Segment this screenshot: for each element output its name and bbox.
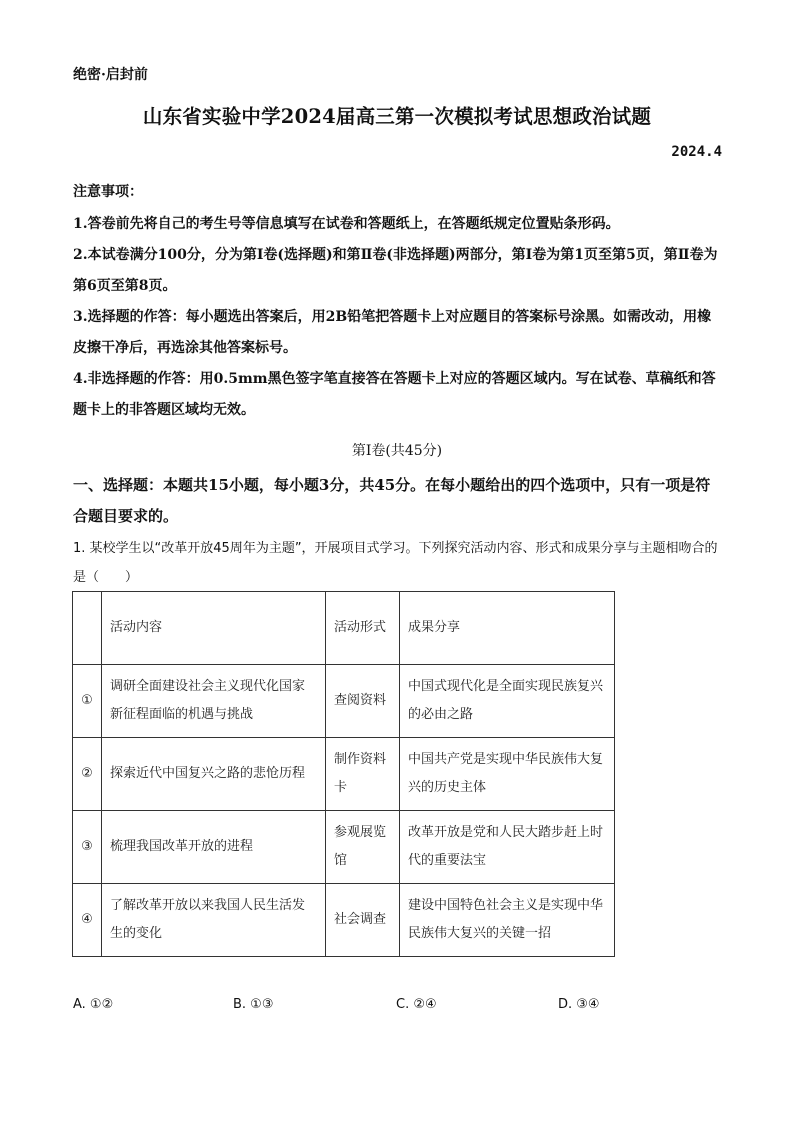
activity-content: 调研全面建设社会主义现代化国家新征程面临的机遇与挑战 [102,665,326,738]
option-d[interactable]: D. ③④ [558,997,600,1012]
table-row [73,665,615,738]
option-a[interactable]: A. ①② [73,997,114,1012]
table-row [73,738,615,811]
activity-content: 探索近代中国复兴之路的悲怆历程 [102,738,326,811]
question-table [72,591,615,957]
activity-form: 参观展览馆 [326,811,400,884]
table-row [73,811,615,884]
activity-content: 梳理我国改革开放的进程 [102,811,326,884]
table-header-cell: 成果分享 [400,592,615,665]
table-header-cell: 活动形式 [326,592,400,665]
notice-item: 2.本试卷满分100分，分为第Ⅰ卷(选择题)和第Ⅱ卷(非选择题)两部分，第Ⅰ卷为第1页至第5页，第Ⅱ卷为第6页至第8页。 [73,247,718,294]
activity-form: 制作资料卡 [326,738,400,811]
result-sharing: 改革开放是党和人民大踏步赶上时代的重要法宝 [400,811,615,884]
activity-form: 社会调查 [326,884,400,957]
part-heading: 一、选择题：本题共15小题，每小题3分，共45分。在每小题给出的四个选项中，只有一项是符合题目要求的。 [73,476,711,525]
row-number: ② [73,738,102,811]
result-sharing: 中国式现代化是全面实现民族复兴的必由之路 [400,665,615,738]
result-sharing: 中国共产党是实现中华民族伟大复兴的历史主体 [400,738,615,811]
table-header-cell [73,592,102,665]
table-row [73,884,615,957]
table-header-row [73,592,615,665]
option-b[interactable]: B. ①③ [233,997,274,1012]
page-title: 山东省实验中学2024届高三第一次模拟考试思想政治试题 [142,105,652,128]
question-stem: 1. 某校学生以“改革开放45周年为主题”，开展项目式学习。下列探究活动内容、形式和成果分享与主题相吻合的是（ ） [73,541,718,585]
notice-heading: 注意事项： [73,184,143,200]
row-number: ① [73,665,102,738]
confidential-mark: 绝密·启封前 [73,67,148,83]
activity-content: 了解改革开放以来我国人民生活发生的变化 [102,884,326,957]
section-title: 第Ⅰ卷(共45分) [351,443,443,459]
table-header-cell: 活动内容 [102,592,326,665]
row-number: ④ [73,884,102,957]
notice-list [73,209,723,426]
row-number: ③ [73,811,102,884]
activity-form: 查阅资料 [326,665,400,738]
notice-item: 3.选择题的作答：每小题选出答案后，用2B铅笔把答题卡上对应题目的答案标号涂黑。如需改动，用橡皮擦干净后，再选涂其他答案标号。 [73,309,712,356]
exam-date: 2024.4 [671,144,722,160]
notice-item: 1.答卷前先将自己的考生号等信息填写在试卷和答题纸上，在答题纸规定位置贴条形码。 [73,216,620,232]
result-sharing: 建设中国特色社会主义是实现中华民族伟大复兴的关键一招 [400,884,615,957]
option-c[interactable]: C. ②④ [396,997,437,1012]
notice-item: 4.非选择题的作答：用0.5mm黑色签字笔直接答在答题卡上对应的答题区域内。写在试卷、草稿纸和答题卡上的非答题区域均无效。 [73,371,716,418]
